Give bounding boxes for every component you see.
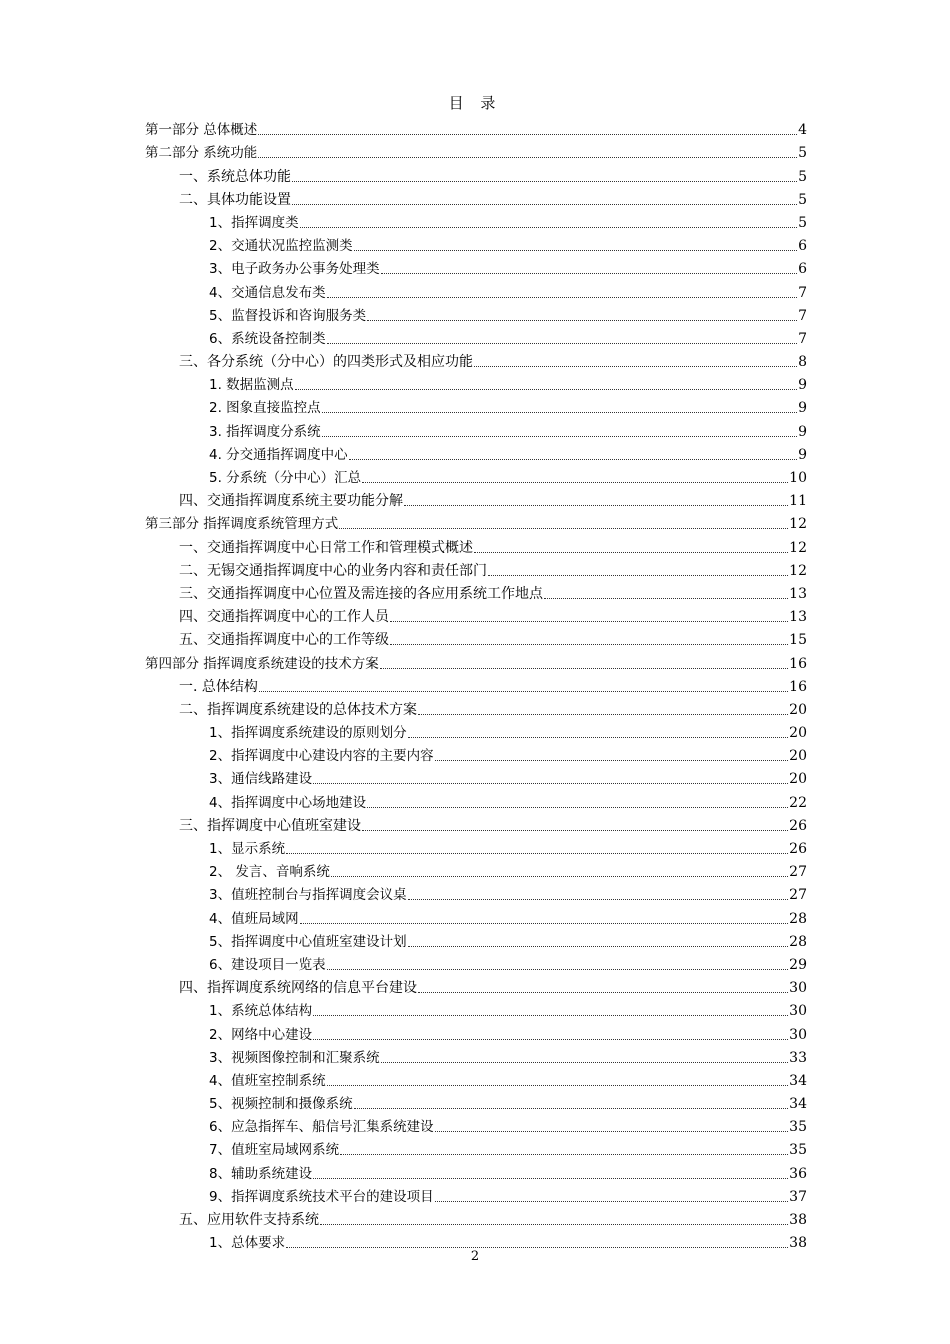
dot-leader	[435, 1201, 789, 1202]
toc-entry[interactable]	[145, 603, 807, 626]
toc-entry-title: 5、指挥调度中心值班室建设计划	[209, 933, 407, 950]
toc-entry[interactable]	[145, 278, 807, 301]
dot-leader	[435, 760, 789, 761]
toc-entry[interactable]	[145, 951, 807, 974]
toc-entry[interactable]	[145, 626, 807, 649]
toc-entry[interactable]	[145, 812, 807, 835]
dot-leader	[354, 1108, 789, 1109]
toc-entry[interactable]	[145, 673, 807, 696]
dot-leader	[331, 876, 788, 877]
dot-leader	[544, 598, 788, 599]
dot-leader	[367, 320, 797, 321]
toc-entry-title: 二、指挥调度系统建设的总体技术方案	[179, 701, 417, 718]
toc-entry-page: 38	[789, 1212, 807, 1228]
toc-entry-page: 28	[789, 933, 807, 950]
toc-title: 目 录	[448, 94, 502, 112]
toc-entry[interactable]	[145, 533, 807, 556]
toc-entry-title: 8、辅助系统建设	[209, 1165, 313, 1182]
toc-entry[interactable]	[145, 1159, 807, 1182]
toc-entry-page: 13	[789, 609, 807, 626]
toc-entry-page: 9	[798, 377, 807, 394]
toc-entry-page: 4	[798, 122, 807, 139]
toc-entry-page: 33	[789, 1049, 807, 1066]
dot-leader	[349, 459, 797, 460]
toc-entry-page: 6	[798, 261, 807, 278]
toc-entry-title: 2、 发言、音响系统	[209, 864, 330, 881]
toc-entry[interactable]	[145, 997, 807, 1020]
dot-leader	[327, 1085, 789, 1086]
toc-entry-title: 第一部分 总体概述	[145, 122, 258, 139]
dot-leader	[327, 343, 797, 344]
toc-entry-page: 30	[789, 980, 807, 997]
toc-entry-title: 三、指挥调度中心值班室建设	[179, 817, 361, 834]
dot-leader	[292, 181, 797, 182]
table-of-contents	[145, 116, 807, 1252]
dot-leader	[408, 737, 789, 738]
toc-entry-title: 1、系统总体结构	[209, 1003, 313, 1020]
toc-entry-title: 一、交通指挥调度中心日常工作和管理模式概述	[179, 539, 473, 556]
toc-entry-page: 20	[789, 748, 807, 765]
dot-leader	[418, 992, 788, 993]
toc-entry-page: 16	[789, 678, 807, 695]
toc-entry-page: 9	[798, 400, 807, 417]
dot-leader	[354, 250, 797, 251]
toc-entry-title: 4、值班局域网	[209, 910, 299, 927]
dot-leader	[259, 691, 788, 692]
toc-entry-title: 2、交通状况监控监测类	[209, 238, 353, 255]
dot-leader	[295, 389, 797, 390]
toc-entry-title: 1、指挥调度类	[209, 214, 299, 231]
toc-entry-page: 34	[789, 1096, 807, 1113]
toc-entry[interactable]	[145, 186, 807, 209]
toc-entry[interactable]	[145, 765, 807, 788]
toc-entry-page: 12	[789, 516, 807, 533]
toc-entry-title: 5、监督投诉和咨询服务类	[209, 307, 367, 324]
dot-leader	[286, 853, 788, 854]
toc-entry-page: 7	[798, 330, 807, 347]
toc-entry[interactable]	[145, 1090, 807, 1113]
toc-entry[interactable]	[145, 417, 807, 440]
dot-leader	[300, 227, 797, 228]
toc-entry-title: 5. 分系统（分中心）汇总	[209, 470, 362, 486]
toc-entry-title: 二、具体功能设置	[179, 191, 291, 208]
toc-entry[interactable]	[145, 557, 807, 580]
dot-leader	[488, 575, 788, 576]
dot-leader	[300, 923, 789, 924]
toc-entry[interactable]	[145, 1067, 807, 1090]
toc-entry[interactable]	[145, 881, 807, 904]
toc-entry[interactable]	[145, 1136, 807, 1159]
dot-leader	[435, 1131, 789, 1132]
toc-entry-title: 1. 数据监测点	[209, 377, 294, 394]
toc-entry-title: 4. 分交通指挥调度中心	[209, 446, 348, 463]
toc-entry[interactable]	[145, 719, 807, 742]
toc-entry-title: 9、指挥调度系统技术平台的建设项目	[209, 1188, 434, 1205]
toc-entry[interactable]	[145, 858, 807, 881]
toc-entry-title: 三、交通指挥调度中心位置及需连接的各应用系统工作地点	[179, 585, 543, 602]
toc-entry-page: 26	[789, 841, 807, 857]
toc-entry-page: 35	[789, 1119, 807, 1136]
toc-entry-page: 20	[789, 725, 807, 742]
dot-leader	[474, 552, 788, 553]
toc-entry-page: 7	[798, 284, 807, 301]
toc-entry-title: 1、显示系统	[209, 841, 286, 857]
toc-entry[interactable]	[145, 371, 807, 394]
toc-entry[interactable]	[145, 1183, 807, 1206]
toc-entry-page: 27	[789, 887, 807, 904]
toc-entry[interactable]	[145, 928, 807, 951]
toc-entry-page: 28	[789, 910, 807, 927]
toc-entry-page: 9	[798, 423, 807, 440]
toc-entry-page: 6	[798, 238, 807, 255]
toc-entry-title: 1、总体要求	[209, 1235, 286, 1252]
toc-entry-title: 4、指挥调度中心场地建设	[209, 794, 367, 811]
toc-entry-title: 2. 图象直接监控点	[209, 400, 321, 417]
toc-entry[interactable]	[145, 348, 807, 371]
toc-entry-page: 15	[789, 632, 807, 649]
toc-entry-page: 20	[789, 771, 807, 788]
dot-leader	[390, 621, 788, 622]
dot-leader	[408, 899, 789, 900]
toc-entry-page: 7	[798, 307, 807, 324]
dot-leader	[340, 1154, 788, 1155]
toc-entry[interactable]	[145, 325, 807, 348]
toc-entry[interactable]	[145, 394, 807, 417]
toc-entry[interactable]	[145, 255, 807, 278]
toc-entry[interactable]	[145, 974, 807, 997]
toc-entry-title: 一. 总体结构	[179, 678, 258, 695]
toc-entry-title: 4、交通信息发布类	[209, 284, 326, 301]
toc-entry[interactable]	[145, 487, 807, 510]
toc-entry-page: 27	[789, 864, 807, 881]
toc-entry[interactable]	[145, 162, 807, 185]
dot-leader	[381, 273, 797, 274]
toc-entry[interactable]	[145, 116, 807, 139]
dot-leader	[327, 297, 797, 298]
toc-entry[interactable]	[145, 510, 807, 533]
toc-entry-title: 五、应用软件支持系统	[179, 1212, 319, 1228]
dot-leader	[339, 528, 788, 529]
toc-entry[interactable]	[145, 232, 807, 255]
toc-entry-title: 7、值班室局域网系统	[209, 1142, 340, 1159]
dot-leader	[367, 807, 788, 808]
toc-entry[interactable]	[145, 904, 807, 927]
toc-entry[interactable]	[145, 1020, 807, 1043]
toc-entry[interactable]	[145, 139, 807, 162]
dot-leader	[408, 946, 789, 947]
toc-entry-page: 38	[789, 1235, 807, 1252]
toc-entry[interactable]	[145, 1113, 807, 1136]
toc-entry[interactable]	[145, 464, 807, 487]
dot-leader	[322, 436, 797, 437]
toc-entry[interactable]	[145, 1044, 807, 1067]
toc-entry-title: 6、系统设备控制类	[209, 330, 326, 347]
toc-entry-page: 34	[789, 1072, 807, 1089]
toc-entry-page: 12	[789, 562, 807, 579]
toc-entry-title: 第四部分 指挥调度系统建设的技术方案	[145, 655, 379, 672]
page-number: 2	[470, 1249, 480, 1264]
toc-entry-page: 11	[789, 493, 807, 510]
toc-entry-page: 22	[789, 794, 807, 811]
toc-entry-page: 5	[798, 168, 807, 185]
toc-entry-page: 5	[798, 145, 807, 162]
toc-entry-title: 第二部分 系统功能	[145, 145, 258, 162]
toc-entry-page: 20	[789, 701, 807, 718]
toc-entry-page: 5	[798, 191, 807, 208]
toc-entry-title: 三、各分系统（分中心）的四类形式及相应功能	[179, 354, 473, 371]
toc-entry-page: 16	[789, 655, 807, 672]
toc-entry-title: 3、值班控制台与指挥调度会议桌	[209, 887, 407, 904]
toc-entry-page: 26	[789, 817, 807, 834]
toc-entry[interactable]	[145, 302, 807, 325]
toc-entry-title: 二、无锡交通指挥调度中心的业务内容和责任部门	[179, 562, 487, 579]
toc-entry-page: 35	[789, 1142, 807, 1159]
dot-leader	[362, 830, 788, 831]
dot-leader	[404, 505, 788, 506]
toc-entry-title: 6、建设项目一览表	[209, 956, 326, 973]
toc-entry-page: 12	[789, 539, 807, 556]
toc-entry-title: 五、交通指挥调度中心的工作等级	[179, 632, 389, 649]
toc-entry-title: 四、指挥调度系统网络的信息平台建设	[179, 980, 417, 997]
toc-entry[interactable]	[145, 209, 807, 232]
toc-entry-title: 6、应急指挥车、船信号汇集系统建设	[209, 1119, 434, 1136]
toc-entry-title: 2、指挥调度中心建设内容的主要内容	[209, 748, 434, 765]
toc-entry-title: 3、视频图像控制和汇聚系统	[209, 1049, 380, 1066]
dot-leader	[381, 1062, 789, 1063]
dot-leader	[362, 482, 788, 483]
toc-entry-page: 9	[798, 446, 807, 463]
dot-leader	[322, 412, 797, 413]
toc-entry-page: 36	[789, 1165, 807, 1182]
toc-entry[interactable]	[145, 788, 807, 811]
toc-entry-title: 一、系统总体功能	[179, 168, 291, 185]
dot-leader	[258, 134, 797, 135]
toc-entry[interactable]	[145, 649, 807, 672]
toc-entry-title: 第三部分 指挥调度系统管理方式	[145, 516, 339, 533]
toc-entry-page: 37	[789, 1188, 807, 1205]
toc-entry[interactable]	[145, 580, 807, 603]
toc-entry-title: 5、视频控制和摄像系统	[209, 1096, 353, 1113]
dot-leader	[390, 644, 788, 645]
toc-entry-title: 3. 指挥调度分系统	[209, 423, 321, 440]
toc-entry-page: 10	[789, 470, 807, 486]
toc-entry-page: 29	[789, 956, 807, 973]
toc-entry-title: 3、电子政务办公事务处理类	[209, 261, 380, 278]
toc-entry-title: 4、值班室控制系统	[209, 1072, 326, 1089]
toc-entry-page: 8	[798, 354, 807, 371]
dot-leader	[313, 1039, 788, 1040]
toc-entry[interactable]	[145, 441, 807, 464]
dot-leader	[327, 969, 789, 970]
toc-entry-title: 四、交通指挥调度中心的工作人员	[179, 609, 389, 626]
toc-entry-title: 四、交通指挥调度系统主要功能分解	[179, 493, 403, 510]
toc-entry-page: 30	[789, 1003, 807, 1020]
toc-entry-title: 1、指挥调度系统建设的原则划分	[209, 725, 407, 742]
dot-leader	[313, 1178, 788, 1179]
dot-leader	[258, 157, 797, 158]
toc-entry[interactable]	[145, 835, 807, 858]
dot-leader	[418, 714, 788, 715]
toc-entry-title: 3、通信线路建设	[209, 771, 313, 788]
toc-entry-page: 5	[798, 214, 807, 231]
toc-entry[interactable]	[145, 742, 807, 765]
toc-entry-title: 2、网络中心建设	[209, 1026, 313, 1043]
toc-entry-page: 13	[789, 585, 807, 602]
toc-entry[interactable]	[145, 1206, 807, 1229]
dot-leader	[380, 668, 788, 669]
dot-leader	[474, 366, 797, 367]
dot-leader	[313, 783, 788, 784]
toc-entry[interactable]	[145, 696, 807, 719]
dot-leader	[320, 1224, 788, 1225]
dot-leader	[292, 204, 797, 205]
toc-entry-page: 30	[789, 1026, 807, 1043]
dot-leader	[313, 1015, 788, 1016]
